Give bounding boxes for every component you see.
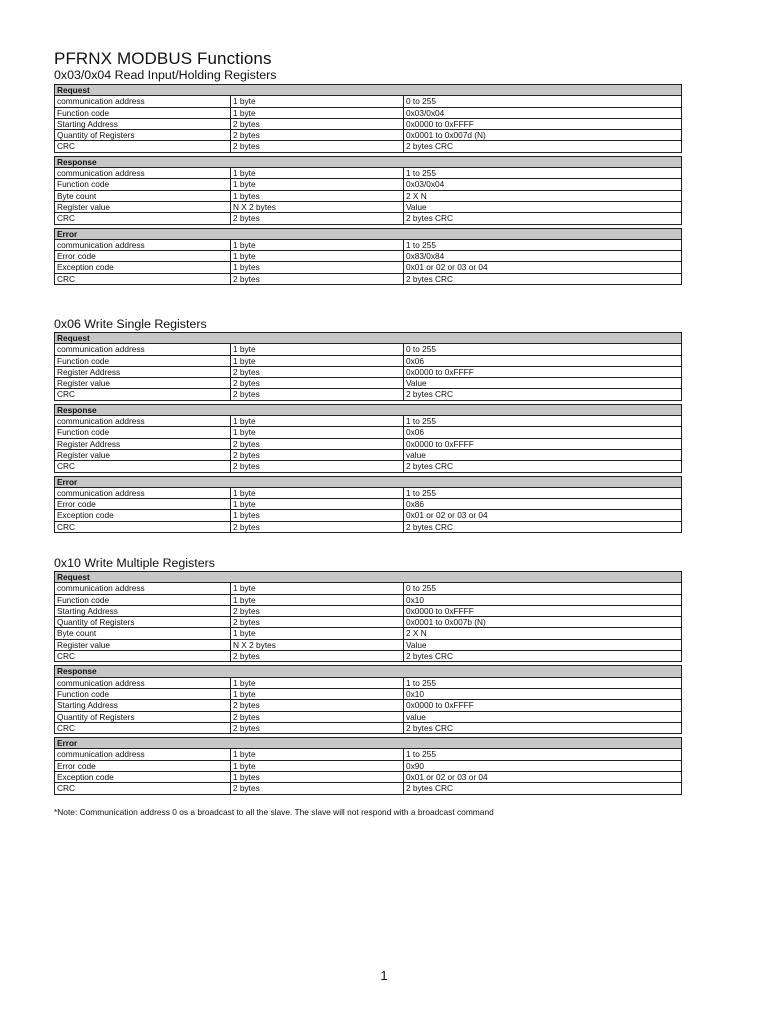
field-value-cell: 0x0001 to 0x007d (N) [404,130,682,141]
group-label: Request [55,572,682,583]
table-row [55,677,682,688]
group-header-request [55,85,682,96]
field-value-cell: 0x01 or 02 or 03 or 04 [404,772,682,783]
group-header-error [55,228,682,239]
table-row [55,168,682,179]
field-value-cell: Value [404,201,682,212]
field-value-cell: value [404,711,682,722]
field-size-cell: 2 bytes [231,130,404,141]
field-value-cell: 0x03/0x04 [404,107,682,118]
field-size-cell: 2 bytes [231,449,404,460]
field-name-cell: Byte count [55,190,231,201]
table-row [55,389,682,400]
section-title-write-single-registers: 0x06 Write Single Registers [54,317,207,331]
field-size-cell: 2 bytes [231,651,404,662]
table-row [55,179,682,190]
field-size-cell: 2 bytes [231,700,404,711]
table-row [55,141,682,152]
table-row [55,521,682,532]
field-size-cell: 2 bytes [231,366,404,377]
table-row [55,344,682,355]
field-size-cell: N X 2 bytes [231,201,404,212]
field-value-cell: 0x86 [404,499,682,510]
table-row [55,594,682,605]
table-row [55,355,682,366]
field-name-cell: Exception code [55,510,231,521]
field-value-cell: 0x0000 to 0xFFFF [404,118,682,129]
table-row [55,461,682,472]
field-size-cell: 1 bytes [231,190,404,201]
field-name-cell: Starting Address [55,605,231,616]
table-row [55,700,682,711]
field-size-cell: 2 bytes [231,438,404,449]
page-number: 1 [380,968,388,983]
field-name-cell: communication address [55,239,231,250]
table-row [55,416,682,427]
field-name-cell: Register Address [55,438,231,449]
table-row [55,499,682,510]
field-name-cell: Starting Address [55,118,231,129]
field-value-cell: 2 bytes CRC [404,213,682,224]
table-row [55,130,682,141]
field-size-cell: 2 bytes [231,273,404,284]
group-label: Response [55,404,682,415]
field-size-cell: 1 byte [231,583,404,594]
field-value-cell: 0x01 or 02 or 03 or 04 [404,262,682,273]
field-name-cell: CRC [55,722,231,733]
field-size-cell: 1 byte [231,749,404,760]
field-size-cell: 1 byte [231,179,404,190]
field-value-cell: 2 bytes CRC [404,521,682,532]
group-header-response [55,404,682,415]
group-header-response [55,666,682,677]
field-name-cell: Function code [55,594,231,605]
field-name-cell: Function code [55,107,231,118]
table-row [55,605,682,616]
group-label: Request [55,333,682,344]
table-row [55,262,682,273]
field-value-cell: 0 to 255 [404,344,682,355]
table-row [55,438,682,449]
field-value-cell: 2 bytes CRC [404,651,682,662]
field-name-cell: communication address [55,416,231,427]
field-name-cell: CRC [55,213,231,224]
field-value-cell: 0x03/0x04 [404,179,682,190]
group-header-error [55,476,682,487]
field-size-cell: 2 bytes [231,521,404,532]
table-row [55,722,682,733]
field-name-cell: Function code [55,427,231,438]
field-name-cell: CRC [55,389,231,400]
field-size-cell: 1 byte [231,344,404,355]
field-name-cell: CRC [55,273,231,284]
field-name-cell: communication address [55,96,231,107]
table-row [55,639,682,650]
field-value-cell: 0 to 255 [404,96,682,107]
field-name-cell: communication address [55,344,231,355]
field-name-cell: Error code [55,760,231,771]
field-value-cell: 1 to 255 [404,239,682,250]
field-size-cell: 2 bytes [231,378,404,389]
table-row [55,273,682,284]
table-row [55,628,682,639]
write-multiple-registers-table [54,571,682,795]
field-value-cell: 0x0000 to 0xFFFF [404,700,682,711]
group-label: Response [55,156,682,167]
group-label: Response [55,666,682,677]
table-row [55,107,682,118]
write-single-registers-table [54,332,682,533]
field-name-cell: Function code [55,688,231,699]
table-row [55,688,682,699]
field-size-cell: 1 byte [231,628,404,639]
field-value-cell: Value [404,378,682,389]
table-row [55,449,682,460]
field-name-cell: Register value [55,378,231,389]
field-size-cell: 2 bytes [231,711,404,722]
field-name-cell: Register value [55,201,231,212]
field-name-cell: communication address [55,677,231,688]
field-name-cell: Register value [55,639,231,650]
field-value-cell: 1 to 255 [404,749,682,760]
field-value-cell: 0 to 255 [404,583,682,594]
table-row [55,783,682,794]
field-size-cell: 2 bytes [231,783,404,794]
field-value-cell: 0x0001 to 0x007b (N) [404,617,682,628]
field-name-cell: Quantity of Registers [55,617,231,628]
table-row [55,617,682,628]
table-row [55,96,682,107]
field-value-cell: 2 bytes CRC [404,141,682,152]
page-title: PFRNX MODBUS Functions [54,49,272,68]
field-size-cell: 2 bytes [231,213,404,224]
field-size-cell: 1 byte [231,487,404,498]
table-row [55,760,682,771]
field-size-cell: 1 byte [231,355,404,366]
field-size-cell: 1 byte [231,168,404,179]
broadcast-note: *Note: Communication address 0 os a broadcast to all the slave. The slave will not respond with a broadcast command [54,807,494,817]
field-name-cell: Register value [55,449,231,460]
table-row [55,201,682,212]
field-size-cell: 2 bytes [231,722,404,733]
table-row [55,427,682,438]
field-size-cell: 2 bytes [231,118,404,129]
field-size-cell: 1 byte [231,677,404,688]
table-row [55,118,682,129]
section-title-read-registers: 0x03/0x04 Read Input/Holding Registers [54,68,277,82]
field-size-cell: 1 byte [231,239,404,250]
field-name-cell: Byte count [55,628,231,639]
field-size-cell: 2 bytes [231,141,404,152]
field-name-cell: Exception code [55,772,231,783]
table-row [55,772,682,783]
field-size-cell: 2 bytes [231,461,404,472]
field-name-cell: Error code [55,499,231,510]
field-value-cell: 0x10 [404,688,682,699]
table-row [55,711,682,722]
field-value-cell: 1 to 255 [404,168,682,179]
field-size-cell: 1 byte [231,499,404,510]
table-row [55,251,682,262]
table-row [55,487,682,498]
field-name-cell: CRC [55,461,231,472]
field-value-cell: Value [404,639,682,650]
field-value-cell: 0x0000 to 0xFFFF [404,438,682,449]
field-value-cell: 2 bytes CRC [404,783,682,794]
table-row [55,583,682,594]
field-name-cell: Starting Address [55,700,231,711]
field-value-cell: value [404,449,682,460]
group-label: Error [55,228,682,239]
field-size-cell: 1 byte [231,96,404,107]
group-header-response [55,156,682,167]
field-value-cell: 1 to 255 [404,677,682,688]
field-size-cell: 1 byte [231,688,404,699]
field-value-cell: 0x01 or 02 or 03 or 04 [404,510,682,521]
field-size-cell: N X 2 bytes [231,639,404,650]
group-label: Request [55,85,682,96]
table-row [55,378,682,389]
table-row [55,366,682,377]
field-size-cell: 1 byte [231,427,404,438]
field-name-cell: CRC [55,521,231,532]
field-name-cell: communication address [55,487,231,498]
field-size-cell: 1 byte [231,594,404,605]
field-value-cell: 1 to 255 [404,416,682,427]
field-value-cell: 0x10 [404,594,682,605]
table-row [55,190,682,201]
field-size-cell: 2 bytes [231,605,404,616]
field-value-cell: 0x06 [404,355,682,366]
field-name-cell: communication address [55,749,231,760]
group-header-request [55,572,682,583]
field-name-cell: Quantity of Registers [55,711,231,722]
field-value-cell: 0x83/0x84 [404,251,682,262]
field-name-cell: Function code [55,355,231,366]
field-name-cell: communication address [55,168,231,179]
field-size-cell: 1 bytes [231,772,404,783]
field-name-cell: Quantity of Registers [55,130,231,141]
field-value-cell: 0x0000 to 0xFFFF [404,605,682,616]
field-value-cell: 2 X N [404,190,682,201]
field-value-cell: 2 bytes CRC [404,461,682,472]
field-value-cell: 0x0000 to 0xFFFF [404,366,682,377]
table-row [55,651,682,662]
table-row [55,510,682,521]
field-name-cell: Exception code [55,262,231,273]
field-name-cell: Function code [55,179,231,190]
field-value-cell: 2 bytes CRC [404,389,682,400]
field-size-cell: 2 bytes [231,617,404,628]
field-name-cell: CRC [55,783,231,794]
field-name-cell: Register Address [55,366,231,377]
group-label: Error [55,738,682,749]
field-value-cell: 0x90 [404,760,682,771]
table-row [55,213,682,224]
field-size-cell: 1 byte [231,251,404,262]
group-label: Error [55,476,682,487]
group-header-request [55,333,682,344]
field-value-cell: 1 to 255 [404,487,682,498]
field-size-cell: 2 bytes [231,389,404,400]
field-name-cell: Error code [55,251,231,262]
read-registers-table [54,84,682,285]
field-value-cell: 2 bytes CRC [404,273,682,284]
field-name-cell: communication address [55,583,231,594]
field-value-cell: 0x06 [404,427,682,438]
field-size-cell: 1 bytes [231,510,404,521]
field-size-cell: 1 bytes [231,262,404,273]
field-name-cell: CRC [55,141,231,152]
field-size-cell: 1 byte [231,107,404,118]
field-size-cell: 1 byte [231,760,404,771]
field-value-cell: 2 bytes CRC [404,722,682,733]
table-row [55,239,682,250]
field-value-cell: 2 X N [404,628,682,639]
table-row [55,749,682,760]
section-title-write-multiple-registers: 0x10 Write Multiple Registers [54,556,215,570]
group-header-error [55,738,682,749]
field-name-cell: CRC [55,651,231,662]
field-size-cell: 1 byte [231,416,404,427]
